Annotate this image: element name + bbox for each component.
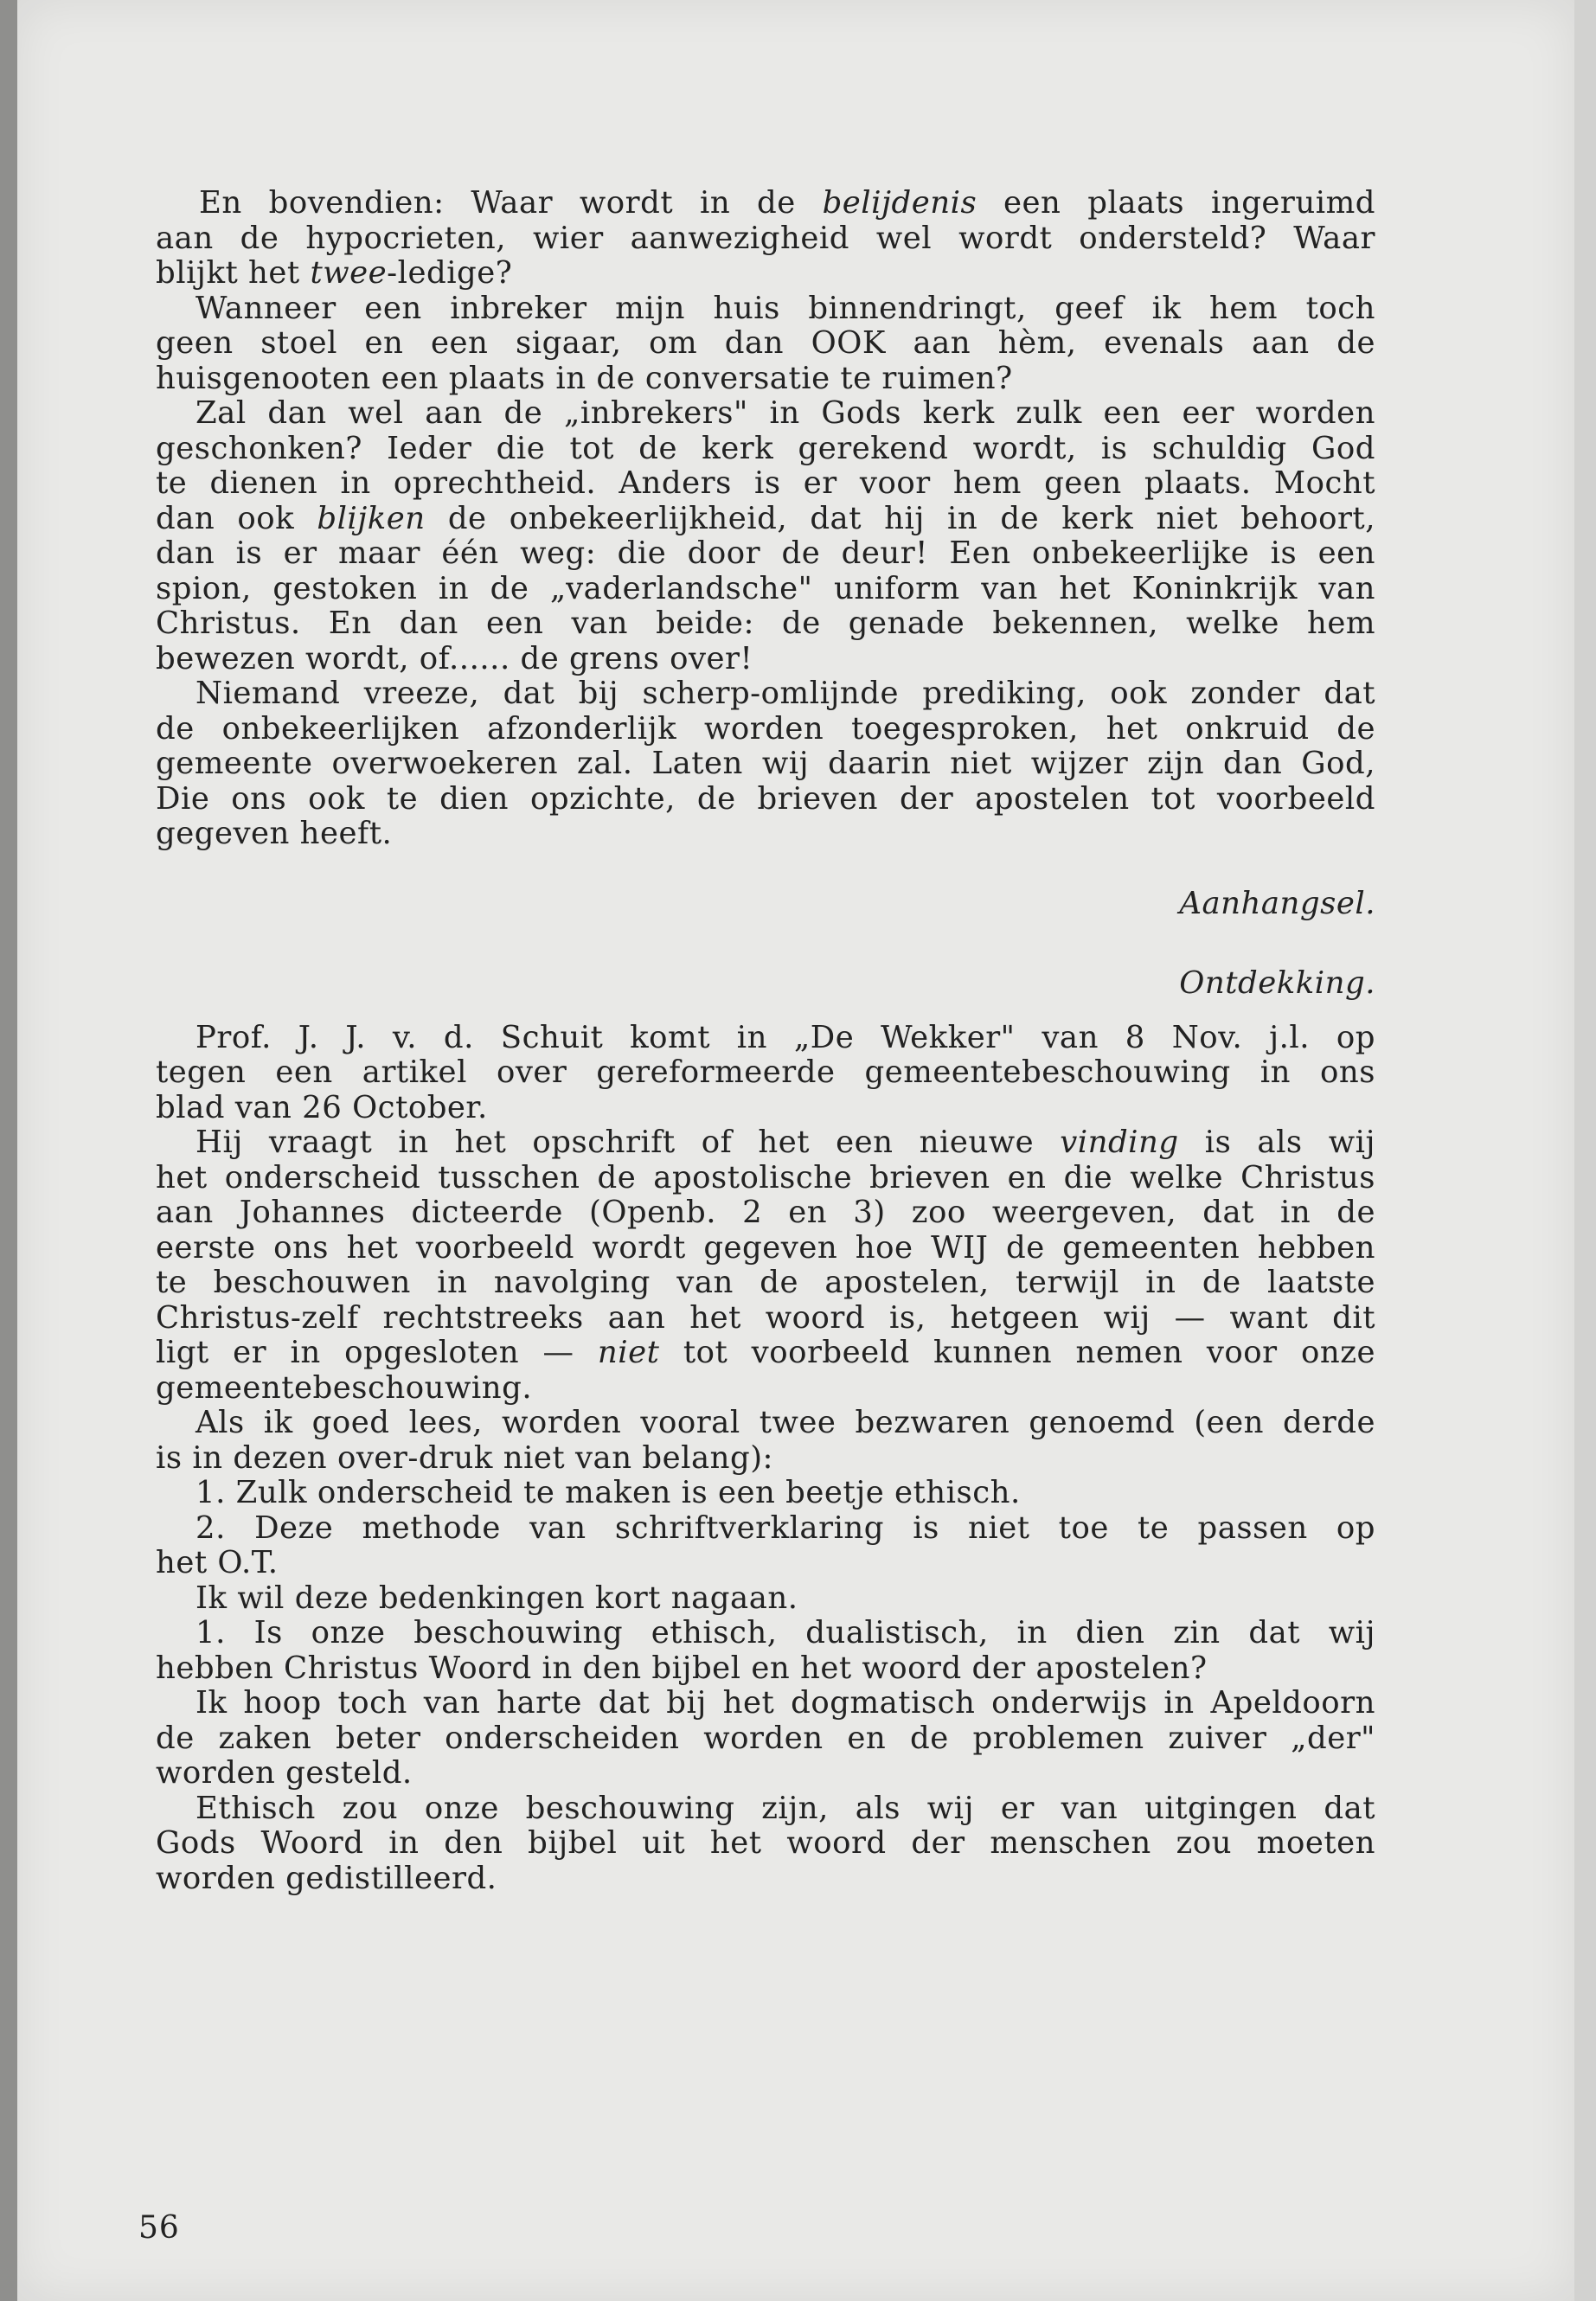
text-line: te dienen in oprechtheid. Anders is er voor hem geen plaats. Mocht: [156, 465, 1375, 501]
paragraph: [156, 1021, 1375, 1126]
text-line: blad van 26 October.: [156, 1089, 488, 1125]
page-body: [156, 186, 1375, 1896]
text-line: Ik wil deze bedenkingen kort nagaan.: [195, 1580, 798, 1616]
text-line: eerste ons het voorbeeld wordt gegeven hoe WIJ de gemeenten hebben: [156, 1229, 1375, 1266]
paragraph: [156, 186, 1375, 292]
text-line: 2. Deze methode van schriftverklaring is niet toe te passen op: [195, 1509, 1375, 1546]
paragraph: [156, 1406, 1375, 1476]
paragraphs-before-headings: [156, 186, 1375, 852]
text-line: aan de hypocrieten, wier aanwezigheid wel wordt ondersteld? Waar: [156, 220, 1375, 256]
heading-aanhangsel: Aanhangsel.: [1179, 885, 1375, 921]
text-line: geschonken? Ieder die tot de kerk gerekend wordt, is schuldig God: [156, 430, 1375, 466]
text-line: tegen een artikel over gereformeerde gemeentebeschouwing in ons: [156, 1054, 1375, 1090]
text-line: bewezen wordt, of...... de grens over!: [156, 640, 753, 676]
text-line: Gods Woord in den bijbel uit het woord der menschen zou moeten: [156, 1825, 1375, 1861]
text-line: Als ik goed lees, worden vooral twee bezwaren genoemd (een derde: [195, 1405, 1375, 1440]
text-line: gegeven heeft.: [156, 816, 393, 851]
text-line: dan is er maar één weg: die door de deur! Een onbekeerlijke is een: [156, 535, 1375, 571]
text-line: Prof. J. J. v. d. Schuit komt in „De Wekker" van 8 Nov. j.l. op: [195, 1019, 1375, 1055]
text-line: Christus-zelf rechtstreeks aan het woord is, hetgeen wij — want dit: [156, 1299, 1375, 1336]
text-line: spion, gestoken in de „vaderlandsche" uniform van het Koninkrijk van: [156, 570, 1375, 606]
text-line: de zaken beter onderscheiden worden en de problemen zuiver „der": [156, 1720, 1375, 1756]
text-line: aan Johannes dicteerde (Openb. 2 en 3) zoo weergeven, dat in de: [156, 1195, 1375, 1230]
scan-right-edge: [1574, 0, 1596, 2301]
text-line: Zal dan wel aan de „inbrekers" in Gods kerk zulk een eer worden: [195, 395, 1375, 431]
text-line: Die ons ook te dien opzichte, de brieven der apostelen tot voorbeeld: [156, 780, 1375, 817]
text-line: gemeentebeschouwing.: [156, 1369, 533, 1406]
text-line: de onbekeerlijken afzonderlijk worden toegesproken, het onkruid de: [156, 710, 1375, 747]
paragraph: [156, 1686, 1375, 1791]
scan-left-edge: [0, 0, 17, 2301]
text-line: blijkt het twee-ledige?: [156, 255, 513, 291]
text-line: ligt er in opgesloten — niet tot voorbeeld kunnen nemen voor onze: [156, 1335, 1376, 1370]
paragraph: [156, 396, 1375, 676]
text-line: En bovendien: Waar wordt in de belijdenis een plaats ingeruimd: [199, 185, 1375, 221]
paragraph: [156, 1791, 1375, 1897]
paragraphs-after-headings: [156, 1021, 1375, 1897]
text-line: Ik hoop toch van harte dat bij het dogmatisch onderwijs in Apeldoorn: [195, 1685, 1375, 1721]
text-line: het onderscheid tusschen de apostolische brieven en die welke Christus: [156, 1159, 1375, 1195]
text-line: Niemand vreeze, dat bij scherp-omlijnde prediking, ook zonder dat: [195, 676, 1375, 711]
paragraph: [156, 1581, 1375, 1617]
text-line: dan ook blijken de onbekeerlijkheid, dat hij in de kerk niet behoort,: [156, 500, 1375, 536]
text-line: is in dezen over-druk niet van belang):: [156, 1439, 774, 1476]
paragraph: [156, 1476, 1375, 1511]
heading-ontdekking: Ontdekking.: [1179, 965, 1375, 1001]
paragraph: [156, 1125, 1375, 1406]
text-line: Christus. En dan een van beide: de genade bekennen, welke hem: [156, 606, 1375, 641]
text-line: 1. Is onze beschouwing ethisch, dualistisch, in dien zin dat wij: [195, 1615, 1375, 1650]
page-number: 56: [138, 2210, 180, 2246]
text-line: worden gedistilleerd.: [156, 1860, 497, 1896]
text-line: Hij vraagt in het opschrift of het een nieuwe vinding is als wij: [195, 1125, 1375, 1160]
text-line: gemeente overwoekeren zal. Laten wij daarin niet wijzer zijn dan God,: [156, 746, 1375, 781]
text-line: 1. Zulk onderscheid te maken is een beetje ethisch.: [195, 1475, 1021, 1510]
text-line: geen stoel en een sigaar, om dan OOK aan hèm, evenals aan de: [156, 325, 1375, 361]
paragraph: [156, 676, 1375, 852]
paragraph: [156, 1511, 1375, 1581]
text-line: Wanneer een inbreker mijn huis binnendringt, geef ik hem toch: [195, 290, 1375, 326]
text-line: hebben Christus Woord in den bijbel en het woord der apostelen?: [156, 1650, 1208, 1686]
text-line: te beschouwen in navolging van de apostelen, terwijl in de laatste: [156, 1265, 1375, 1300]
paragraph: [156, 1616, 1375, 1686]
text-line: worden gesteld.: [156, 1755, 413, 1791]
text-line: huisgenooten een plaats in de conversatie te ruimen?: [156, 360, 1013, 396]
text-line: Ethisch zou onze beschouwing zijn, als wij er van uitgingen dat: [195, 1790, 1375, 1826]
text-line: het O.T.: [156, 1545, 279, 1580]
paragraph: [156, 292, 1375, 397]
